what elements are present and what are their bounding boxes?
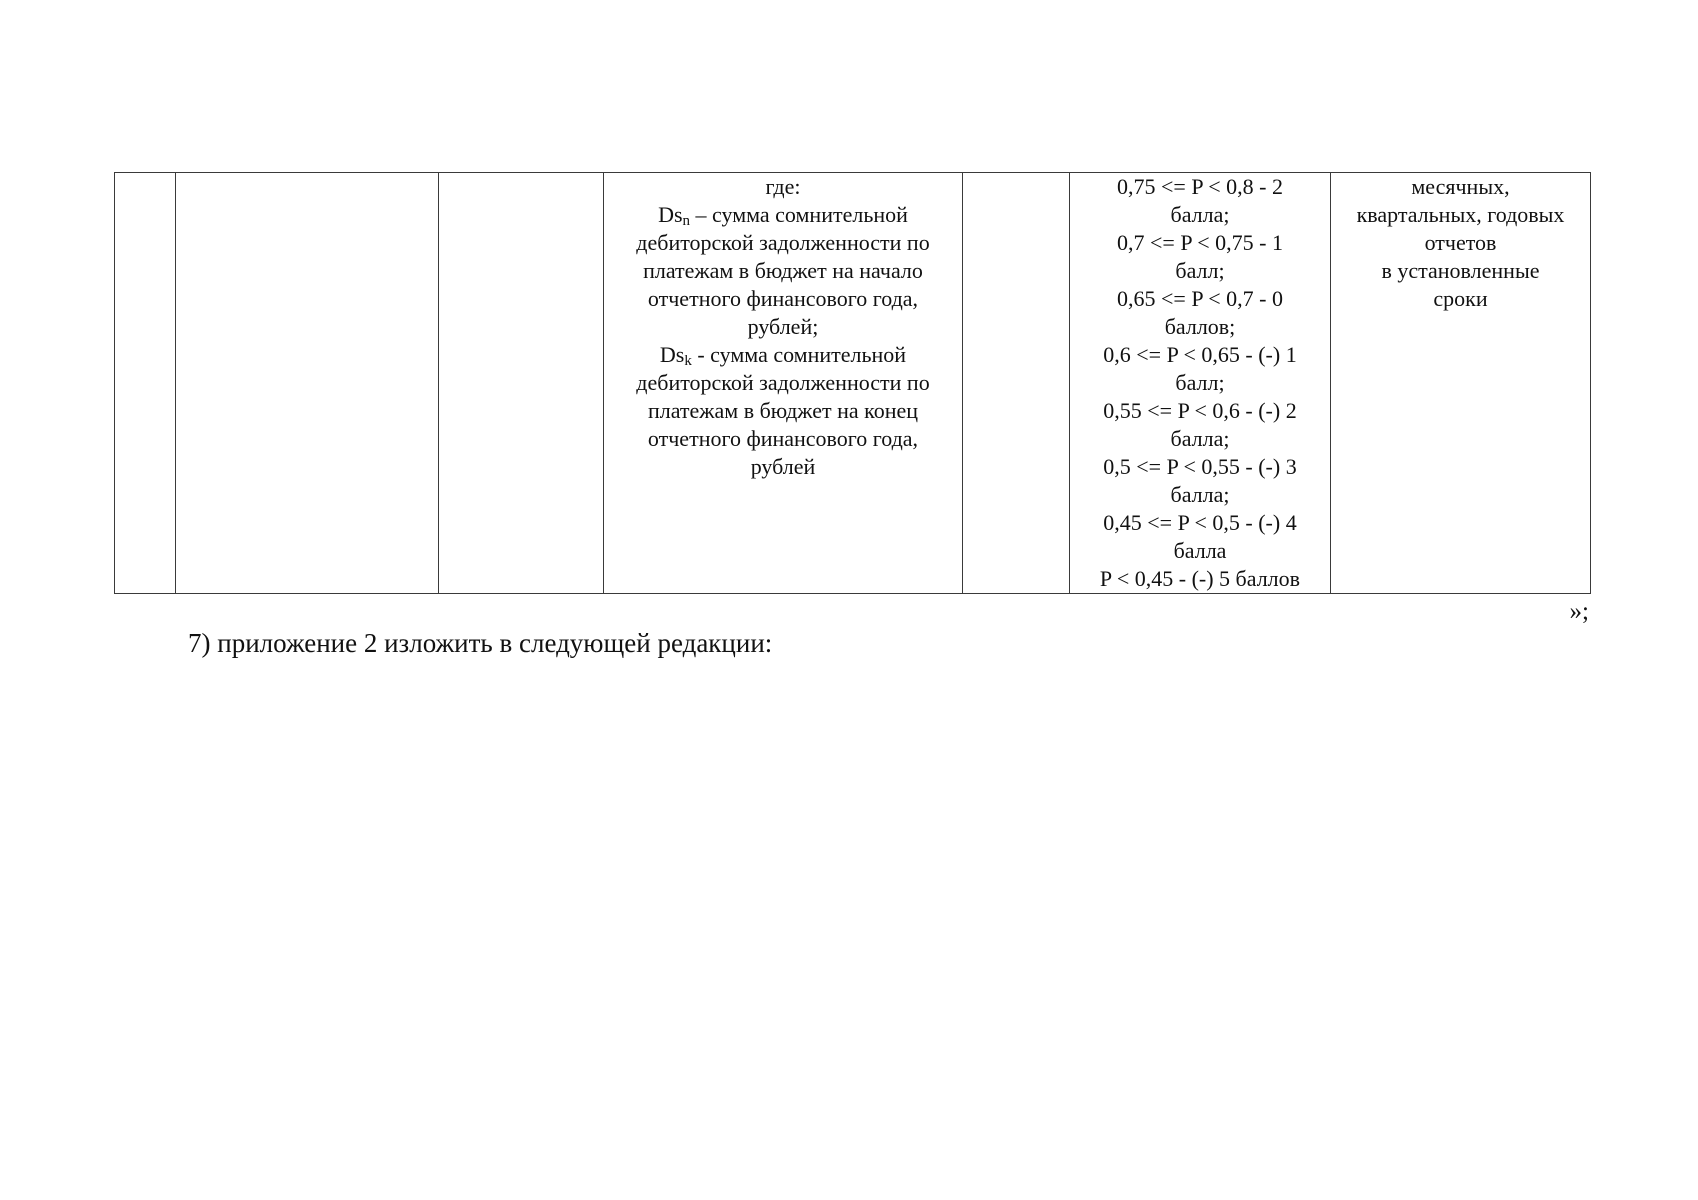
- source-line: месячных,: [1411, 174, 1510, 199]
- ds-k-symbol: Ds: [659, 342, 685, 367]
- closing-quote: »;: [1569, 598, 1589, 625]
- source-line: сроки: [1433, 286, 1488, 311]
- number-cell: [115, 173, 176, 594]
- ds-k-text: дебиторской задолженности по: [636, 370, 930, 395]
- ds-k-definition: [610, 341, 956, 369]
- scoring-line: балла;: [1170, 426, 1230, 451]
- formula-intro: где:: [765, 174, 801, 199]
- indicator-name-cell: [176, 173, 439, 594]
- scoring-line: 0,65 <= P < 0,7 - 0: [1117, 286, 1283, 311]
- ds-n-text: дебиторской задолженности по: [636, 230, 930, 255]
- ds-n-text: рублей;: [747, 314, 819, 339]
- scoring-line: балла: [1173, 538, 1227, 563]
- ds-n-definition: [610, 201, 956, 229]
- ds-k-text: рублей: [750, 454, 816, 479]
- source-line: квартальных, годовых: [1356, 202, 1565, 227]
- scoring-line: баллов;: [1164, 314, 1236, 339]
- scoring-line: балла;: [1170, 482, 1230, 507]
- scoring-line: балл;: [1175, 258, 1225, 283]
- scoring-line: 0,45 <= P < 0,5 - (-) 4: [1103, 510, 1297, 535]
- scoring-line: 0,55 <= P < 0,6 - (-) 2: [1103, 398, 1297, 423]
- ds-k-text: - сумма сомнительной: [691, 342, 907, 367]
- ds-k-subscript: k: [684, 353, 692, 369]
- weight-cell: [963, 173, 1070, 594]
- table-row: [115, 173, 1591, 594]
- scoring-line: P < 0,45 - (-) 5 баллов: [1099, 566, 1301, 591]
- scoring-cell: [1070, 173, 1331, 594]
- formula-description-cell: [604, 173, 963, 594]
- scoring-line: 0,5 <= P < 0,55 - (-) 3: [1103, 454, 1297, 479]
- amendment-instruction: 7) приложение 2 изложить в следующей редакции:: [188, 628, 773, 658]
- ds-n-symbol: Ds: [658, 202, 683, 227]
- ds-n-text: – сумма сомнительной: [690, 202, 908, 227]
- ds-k-text: отчетного финансового года,: [647, 426, 919, 451]
- ds-n-subscript: n: [682, 213, 691, 229]
- scoring-line: 0,75 <= P < 0,8 - 2: [1117, 174, 1283, 199]
- scoring-line: балла;: [1170, 202, 1230, 227]
- source-line: в установленные: [1381, 258, 1540, 283]
- scoring-line: 0,7 <= P < 0,75 - 1: [1117, 230, 1283, 255]
- source-cell: [1331, 173, 1591, 594]
- ds-n-text: отчетного финансового года,: [647, 286, 919, 311]
- ds-n-text: платежам в бюджет на начало: [643, 258, 923, 283]
- source-line: отчетов: [1424, 230, 1497, 255]
- ds-k-text: платежам в бюджет на конец: [647, 398, 918, 423]
- scoring-line: 0,6 <= P < 0,65 - (-) 1: [1103, 342, 1297, 367]
- unit-cell: [439, 173, 604, 594]
- scoring-line: балл;: [1175, 370, 1225, 395]
- indicator-table: [114, 172, 1591, 594]
